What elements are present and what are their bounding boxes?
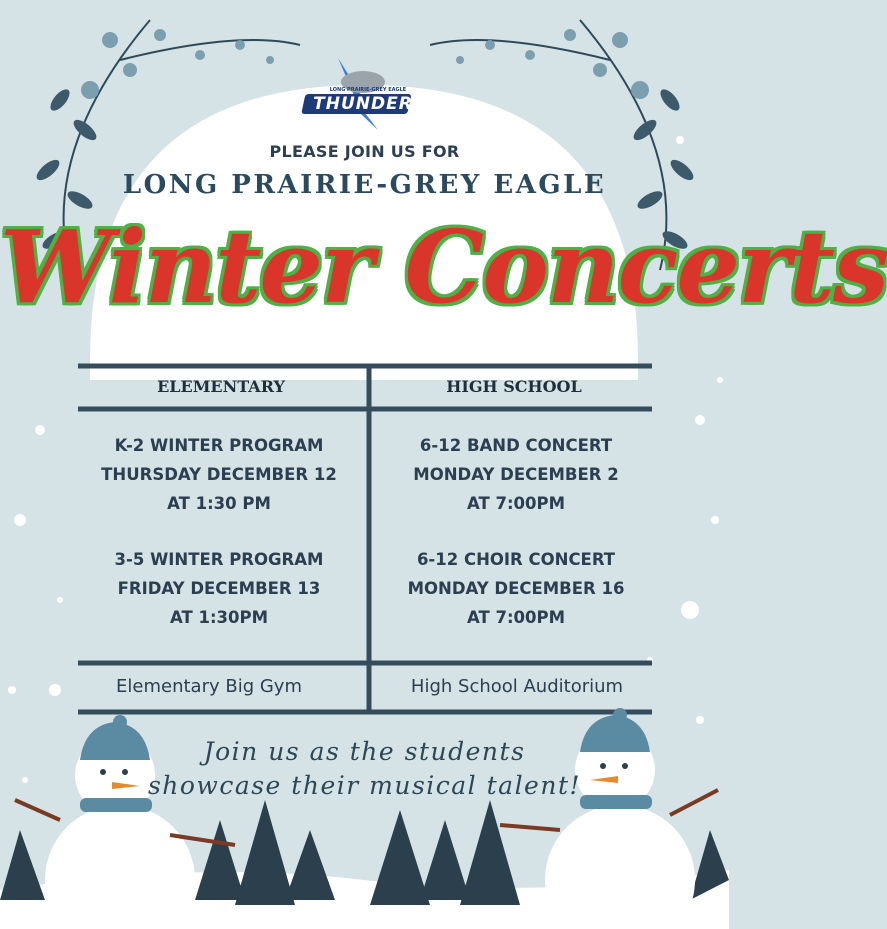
school-name: LONG PRAIRIE-GREY EAGLE [122, 170, 607, 200]
thunder-logo [303, 68, 423, 128]
tagline: Join us as the students showcase their musical talent! [147, 737, 582, 800]
logo-subtext: LONG PRAIRIE-GREY EAGLE [329, 87, 407, 93]
column-header-high-school: HIGH SCHOOL [446, 377, 582, 396]
event-choir-concert: 6-12 CHOIR CONCERT MONDAY DECEMBER 16 AT 7:00PM [407, 550, 625, 627]
column-header-elementary: ELEMENTARY [157, 377, 285, 396]
event-3-5-winter-program: 3-5 WINTER PROGRAM FRIDAY DECEMBER 13 AT 1:30PM [114, 550, 324, 627]
schedule-grid [78, 366, 652, 712]
page-title: Winter Concerts [0, 208, 887, 326]
location-high-school: High School Auditorium [410, 676, 624, 697]
invite-text: PLEASE JOIN US FOR [269, 142, 460, 161]
event-k2-winter-program: K-2 WINTER PROGRAM THURSDAY DECEMBER 12 AT 1:30 PM [101, 436, 337, 513]
location-elementary: Elementary Big Gym [116, 676, 302, 697]
logo-text: THUNDER [313, 94, 413, 114]
event-band-concert: 6-12 BAND CONCERT MONDAY DECEMBER 2 AT 7:00PM [413, 436, 619, 513]
